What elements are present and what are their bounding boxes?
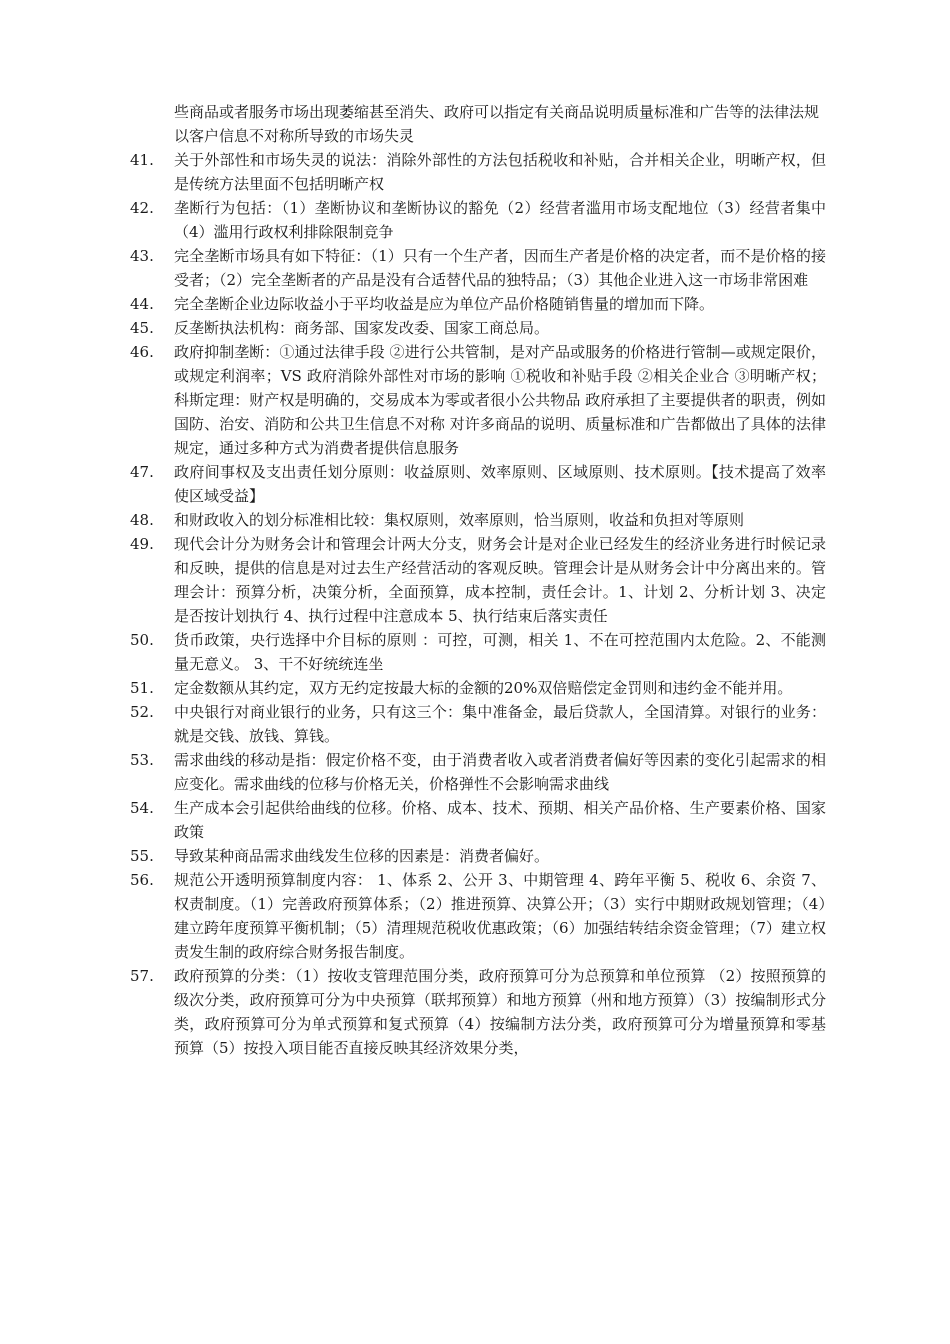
item-text: 完全垄断市场具有如下特征：（1）只有一个生产者，因而生产者是价格的决定者，而不是价格的接受者；（2）完全垄断者的产品是没有合适替代品的独特品；（3）其他企业进入这一市场非常困难 (174, 247, 826, 289)
item-number: 41. (130, 151, 154, 169)
item-text: 关于外部性和市场失灵的说法：消除外部性的方法包括税收和补贴，合并相关企业，明晰产权，但是传统方法里面不包括明晰产权 (174, 151, 826, 193)
item-number: 52. (130, 703, 154, 721)
item-number: 48. (130, 511, 154, 529)
list-item (0, 628, 950, 676)
item-text: 中央银行对商业银行的业务，只有这三个：集中准备金，最后贷款人，全国清算。对银行的业务：就是交钱、放钱、算钱。 (174, 703, 826, 745)
list-item (0, 748, 950, 796)
item-number: 54. (130, 799, 154, 817)
item-number: 47. (130, 463, 154, 481)
item-number: 56. (130, 871, 154, 889)
list-item (0, 316, 950, 340)
item-number: 51. (130, 679, 154, 697)
list-item (0, 196, 950, 244)
list-item (0, 244, 950, 292)
item-text: 货币政策，央行选择中介目标的原则 ：可控，可测，相关 1、不在可控范围内太危险。2、不能测量无意义。 3、干不好统统连坐 (174, 631, 826, 673)
item-text: 政府抑制垄断：①通过法律手段 ②进行公共管制，是对产品或服务的价格进行管制—或规定限价，或规定利润率；VS 政府消除外部性对市场的影响 ①税收和补贴手段 ②相关企业合 ③明晰产权；科斯定理：财产权是明确的，交易成本为零或者很小公共物品 政府承担了主要提供者的职责，例如国防、治安、消防和公共卫生信息不对称 对许多商品的说明、质量标准和广告都做出了具体的法律规定，通过多种方式为消费者提供信息服务 (174, 343, 826, 457)
item-text: 政府间事权及支出责任划分原则：收益原则、效率原则、区域原则、技术原则。【技术提高了效率使区域受益】 (174, 463, 826, 505)
list-item (0, 676, 950, 700)
item-number: 46. (130, 343, 154, 361)
item-text: 现代会计分为财务会计和管理会计两大分支，财务会计是对企业已经发生的经济业务进行时候记录和反映，提供的信息是对过去生产经营活动的客观反映。管理会计是从财务会计中分离出来的。管理会计：预算分析，决策分析，全面预算，成本控制，责任会计。1、计划 2、分析计划 3、决定是否按计划执行 4、执行过程中注意成本 5、执行结束后落实责任 (174, 535, 826, 625)
item-number: 42. (130, 199, 154, 217)
item-number: 43. (130, 247, 154, 265)
item-number: 50. (130, 631, 154, 649)
list-item (0, 868, 950, 964)
item-text: 生产成本会引起供给曲线的位移。价格、成本、技术、预期、相关产品价格、生产要素价格、国家政策 (174, 799, 826, 841)
item-text: 定金数额从其约定，双方无约定按最大标的金额的20%双倍赔偿定金罚则和违约金不能并用。 (174, 679, 793, 697)
list-item (0, 292, 950, 316)
item-number: 55. (130, 847, 154, 865)
list-item (0, 964, 950, 1060)
item-text: 规范公开透明预算制度内容： 1、体系 2、公开 3、中期管理 4、跨年平衡 5、税收 6、余资 7、权责制度。（1）完善政府预算体系；（2）推进预算、决算公开；（3）实行中期财政规划管理；（4）建立跨年度预算平衡机制；（5）清理规范税收优惠政策；（6）加强结转结余资金管理；（7）建立权责发生制的政府综合财务报告制度。 (174, 871, 826, 961)
list-item (0, 844, 950, 868)
list-item (0, 508, 950, 532)
item-text: 需求曲线的移动是指：假定价格不变，由于消费者收入或者消费者偏好等因素的变化引起需求的相应变化。需求曲线的位移与价格无关，价格弹性不会影响需求曲线 (174, 751, 826, 793)
list-item (0, 148, 950, 196)
list-item (0, 796, 950, 844)
item-text: 完全垄断企业边际收益小于平均收益是应为单位产品价格随销售量的增加而下降。 (174, 295, 715, 313)
numbered-list (0, 148, 950, 1060)
continuation-paragraph: 些商品或者服务市场出现萎缩甚至消失、政府可以指定有关商品说明质量标准和广告等的法律法规以客户信息不对称所导致的市场失灵 (174, 103, 820, 145)
item-number: 45. (130, 319, 154, 337)
item-number: 49. (130, 535, 154, 553)
item-text: 和财政收入的划分标准相比较：集权原则，效率原则，恰当原则，收益和负担对等原则 (174, 511, 745, 529)
item-text: 政府预算的分类：（1）按收支管理范围分类，政府预算可分为总预算和单位预算 （2）按照预算的级次分类，政府预算可分为中央预算（联邦预算）和地方预算（州和地方预算）（3）按编制形式分类，政府预算可分为单式预算和复式预算（4）按编制方法分类，政府预算可分为增量预算和零基预算（5）按投入项目能否直接反映其经济效果分类， (174, 967, 826, 1057)
item-number: 44. (130, 295, 154, 313)
list-item (0, 700, 950, 748)
item-text: 反垄断执法机构：商务部、国家发改委、国家工商总局。 (174, 319, 550, 337)
list-item (0, 340, 950, 460)
list-item (0, 460, 950, 508)
item-number: 57. (130, 967, 154, 985)
item-text: 垄断行为包括：（1）垄断协议和垄断协议的豁免（2）经营者滥用市场支配地位（3）经营者集中（4）滥用行政权利排除限制竞争 (174, 199, 826, 241)
item-number: 53. (130, 751, 154, 769)
list-item (0, 532, 950, 628)
item-text: 导致某种商品需求曲线发生位移的因素是：消费者偏好。 (174, 847, 550, 865)
